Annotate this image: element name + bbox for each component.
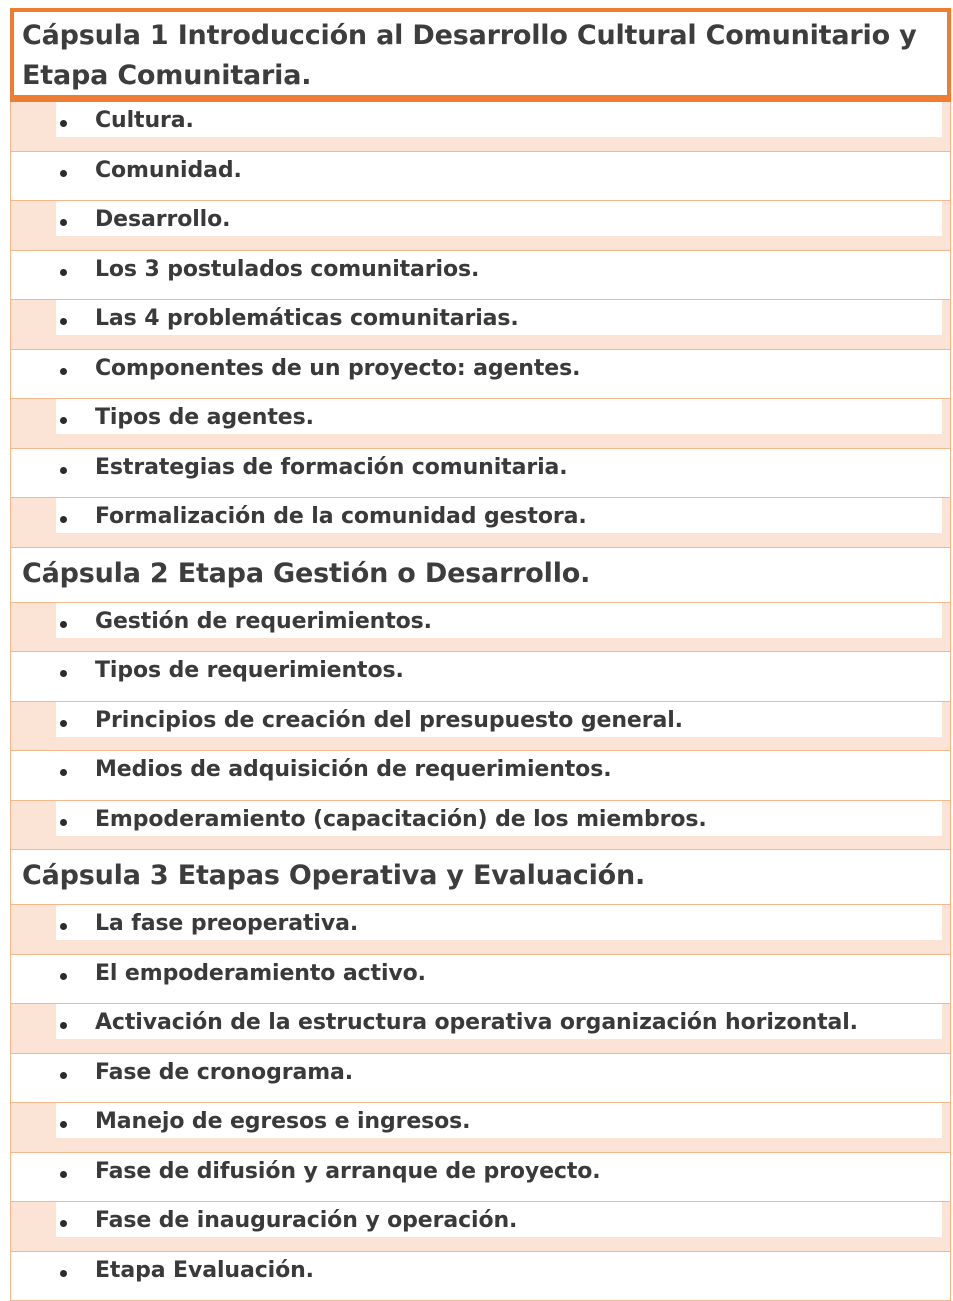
bullet-icon (60, 219, 67, 226)
list-item (10, 955, 951, 1005)
bullet-icon (60, 269, 67, 276)
bullet-icon (60, 670, 67, 677)
list-item-text: Etapa Evaluación. (95, 1257, 314, 1285)
list-item (10, 1004, 951, 1054)
list-item-text: Empoderamiento (capacitación) de los miembros. (95, 806, 707, 834)
list-item-text: Tipos de agentes. (95, 404, 314, 432)
bullet-icon (60, 1270, 67, 1277)
capsule-3-title: Cápsula 3 Etapas Operativa y Evaluación. (10, 850, 951, 905)
bullet-icon (60, 368, 67, 375)
list-item-text: Fase de inauguración y operación. (95, 1207, 517, 1235)
list-item (10, 1252, 951, 1301)
bullet-icon (60, 819, 67, 826)
list-item (10, 399, 951, 449)
list-item (10, 652, 951, 702)
bullet-icon (60, 1121, 67, 1128)
list-item-text: Manejo de egresos e ingresos. (95, 1108, 470, 1136)
list-item-text: Componentes de un proyecto: agentes. (95, 355, 580, 383)
bullet-icon (60, 1022, 67, 1029)
list-item-text: Activación de la estructura operativa organización horizontal. (95, 1009, 858, 1037)
list-item-text: Cultura. (95, 107, 194, 135)
bullet-icon (60, 318, 67, 325)
list-item (10, 152, 951, 202)
list-item-text: Gestión de requerimientos. (95, 608, 432, 636)
list-item-text: Formalización de la comunidad gestora. (95, 503, 587, 531)
list-item-text: Tipos de requerimientos. (95, 657, 404, 685)
bullet-icon (60, 769, 67, 776)
bullet-icon (60, 720, 67, 727)
bullet-icon (60, 1072, 67, 1079)
bullet-icon (60, 1171, 67, 1178)
capsule-1-title: Cápsula 1 Introducción al Desarrollo Cultural Comunitario y Etapa Comunitaria. (10, 8, 951, 102)
list-item-text: Medios de adquisición de requerimientos. (95, 756, 611, 784)
bullet-icon (60, 170, 67, 177)
list-item (10, 449, 951, 499)
capsule-2-title: Cápsula 2 Etapa Gestión o Desarrollo. (10, 548, 951, 603)
list-item-text: Estrategias de formación comunitaria. (95, 454, 568, 482)
list-item (10, 1153, 951, 1203)
list-item (10, 603, 951, 653)
list-item (10, 751, 951, 801)
bullet-icon (60, 467, 67, 474)
list-item (10, 801, 951, 851)
bullet-icon (60, 923, 67, 930)
list-item (10, 702, 951, 752)
syllabus-table (10, 8, 951, 1301)
list-item (10, 1054, 951, 1104)
bullet-icon (60, 120, 67, 127)
bullet-icon (60, 1220, 67, 1227)
list-item (10, 350, 951, 400)
list-item-text: Principios de creación del presupuesto general. (95, 707, 683, 735)
list-item-text: El empoderamiento activo. (95, 960, 426, 988)
list-item (10, 102, 951, 152)
bullet-icon (60, 621, 67, 628)
list-item (10, 498, 951, 548)
list-item-text: Fase de cronograma. (95, 1059, 353, 1087)
list-item (10, 1103, 951, 1153)
list-item-text: Comunidad. (95, 157, 242, 185)
list-item-text: La fase preoperativa. (95, 910, 358, 938)
list-item-text: Los 3 postulados comunitarios. (95, 256, 479, 284)
bullet-icon (60, 417, 67, 424)
list-item (10, 201, 951, 251)
list-item-text: Fase de difusión y arranque de proyecto. (95, 1158, 601, 1186)
list-item (10, 300, 951, 350)
bullet-icon (60, 973, 67, 980)
list-item-text: Desarrollo. (95, 206, 230, 234)
bullet-icon (60, 516, 67, 523)
list-item (10, 905, 951, 955)
list-item (10, 1202, 951, 1252)
list-item-text: Las 4 problemáticas comunitarias. (95, 305, 519, 333)
list-item (10, 251, 951, 301)
